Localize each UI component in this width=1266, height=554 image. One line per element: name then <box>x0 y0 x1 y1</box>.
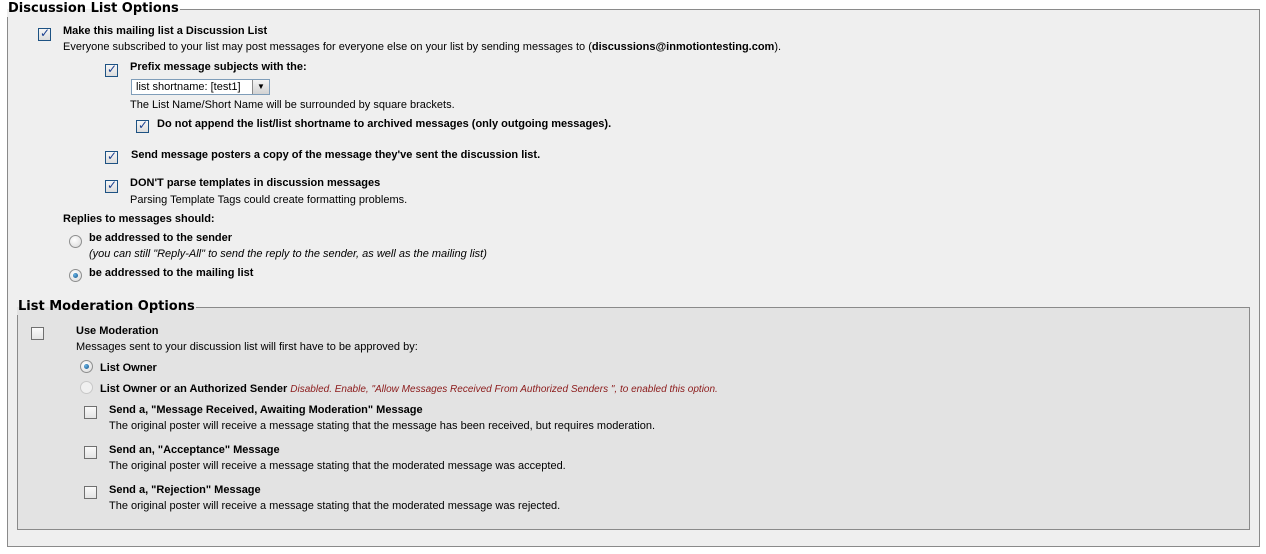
check-icon: ✓ <box>138 118 149 132</box>
approver-disabled-note: Disabled. Enable, "Allow Messages Received From Authorized Senders ", to enabled this option. <box>290 384 718 395</box>
prefix-select[interactable] <box>131 79 270 95</box>
reply-to-sender-label: be addressed to the sender <box>89 232 233 244</box>
approver-authorized-sender-row <box>100 383 718 395</box>
rejection-message-description: The original poster will receive a message stating that the moderated message was rejected. <box>109 500 561 512</box>
list-moderation-options-legend: List Moderation Options <box>18 299 195 314</box>
discussion-email: discussions@inmotiontesting.com <box>591 41 775 53</box>
prefix-select-value: list shortname: [test1] <box>136 81 241 93</box>
approver-list-owner-radio[interactable] <box>80 360 93 373</box>
reply-to-list-radio[interactable] <box>69 269 82 282</box>
dont-parse-templates-note: Parsing Template Tags could create formatting problems. <box>130 194 408 206</box>
acceptance-message-label: Send an, "Acceptance" Message <box>109 444 280 456</box>
discussion-list-options-legend: Discussion List Options <box>8 1 179 16</box>
rejection-message-checkbox[interactable] <box>84 486 97 499</box>
check-icon: ✓ <box>107 149 118 163</box>
dont-parse-templates-checkbox[interactable] <box>105 180 118 193</box>
approver-authorized-sender-radio[interactable] <box>80 381 93 394</box>
replies-heading: Replies to messages should: <box>63 213 215 225</box>
no-append-archive-checkbox[interactable] <box>136 120 149 133</box>
use-moderation-label: Use Moderation <box>76 325 159 337</box>
reply-to-sender-note: (you can still "Reply-All" to send the reply to the sender, as well as the mailing list) <box>89 248 487 260</box>
no-append-archive-label: Do not append the list/list shortname to archived messages (only outgoing messages). <box>157 118 612 130</box>
make-discussion-list-label: Make this mailing list a Discussion List <box>63 25 268 37</box>
chevron-down-icon[interactable]: ▼ <box>252 80 269 94</box>
received-message-label: Send a, "Message Received, Awaiting Moderation" Message <box>109 404 423 416</box>
send-copy-label: Send message posters a copy of the message they've sent the discussion list. <box>131 149 541 161</box>
prefix-note: The List Name/Short Name will be surrounded by square brackets. <box>130 99 455 111</box>
check-icon: ✓ <box>107 62 118 76</box>
reply-to-sender-radio[interactable] <box>69 235 82 248</box>
approver-list-owner-label: List Owner <box>100 362 157 374</box>
use-moderation-description: Messages sent to your discussion list will first have to be approved by: <box>76 341 418 353</box>
prefix-subjects-label: Prefix message subjects with the: <box>130 61 307 73</box>
check-icon: ✓ <box>107 178 118 192</box>
acceptance-message-description: The original poster will receive a message stating that the moderated message was accepted. <box>109 460 566 472</box>
send-copy-checkbox[interactable] <box>105 151 118 164</box>
received-message-checkbox[interactable] <box>84 406 97 419</box>
make-discussion-list-checkbox[interactable] <box>38 28 51 41</box>
rejection-message-label: Send a, "Rejection" Message <box>109 484 261 496</box>
discussion-desc-suffix: ). <box>774 41 782 53</box>
use-moderation-checkbox[interactable] <box>31 327 44 340</box>
acceptance-message-checkbox[interactable] <box>84 446 97 459</box>
check-icon: ✓ <box>40 26 51 40</box>
dont-parse-templates-label: DON'T parse templates in discussion messages <box>130 177 381 189</box>
approver-authorized-sender-label: List Owner or an Authorized Sender <box>100 383 288 395</box>
received-message-description: The original poster will receive a message stating that the message has been received, but requires moderation. <box>109 420 656 432</box>
prefix-subjects-checkbox[interactable] <box>105 64 118 77</box>
reply-to-list-label: be addressed to the mailing list <box>89 267 254 279</box>
discussion-list-description <box>63 41 781 53</box>
discussion-desc-text: Everyone subscribed to your list may post messages for everyone else on your list by sending messages to ( <box>63 41 592 53</box>
